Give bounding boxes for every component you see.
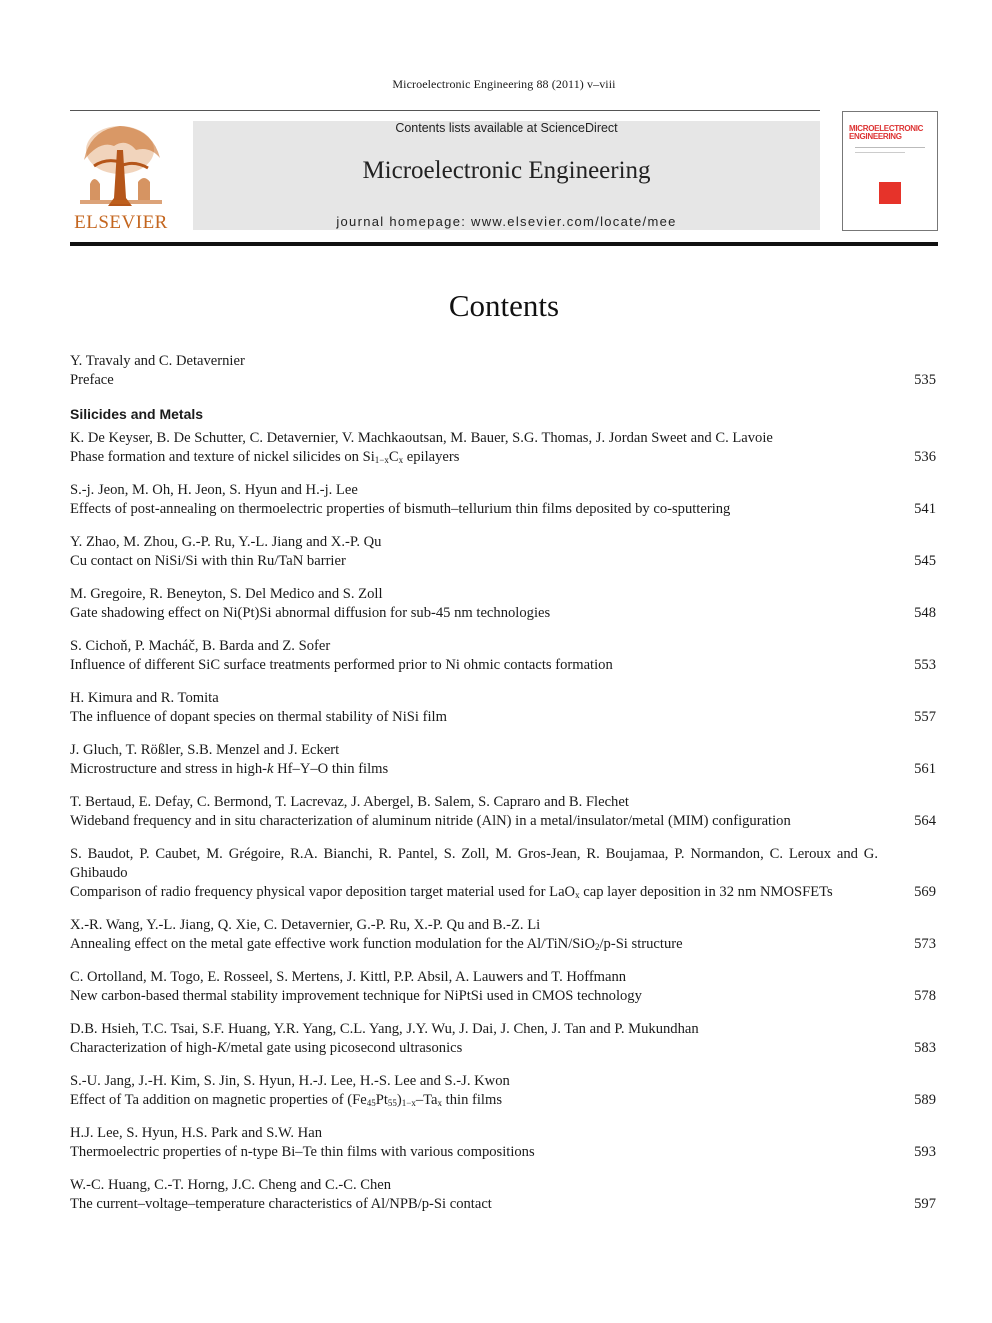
toc-entry[interactable]	[70, 1176, 938, 1214]
cover-graphic	[879, 182, 901, 204]
entry-title[interactable]: Comparison of radio frequency physical vapor deposition target material used for LaO$_x$ cap layer deposition in 32 nm NMOSFETs	[70, 884, 833, 900]
toc-entry[interactable]	[70, 793, 938, 831]
entry-title[interactable]: The influence of dopant species on thermal stability of NiSi film	[70, 709, 447, 725]
entry-authors: Y. Travaly and C. Detavernier	[70, 353, 245, 369]
entry-title[interactable]: Wideband frequency and in situ characterization of aluminum nitride (AlN) in a metal/insulator/metal (MIM) configuration	[70, 813, 791, 829]
cover-line	[855, 147, 925, 148]
entry-page: 557	[914, 709, 936, 725]
entry-page: 553	[914, 657, 936, 673]
entry-authors: C. Ortolland, M. Togo, E. Rosseel, S. Mertens, J. Kittl, P.P. Absil, A. Lauwers and T. Hoffmann	[70, 969, 627, 985]
entry-page: 597	[914, 1196, 936, 1212]
entry-title[interactable]: New carbon-based thermal stability improvement technique for NiPtSi used in CMOS technology	[70, 988, 642, 1004]
section-heading: Silicides and Metals	[70, 406, 204, 422]
toc-entry[interactable]	[70, 1072, 938, 1110]
journal-banner	[193, 121, 820, 230]
journal-title: Microelectronic Engineering	[362, 157, 651, 184]
toc-entry[interactable]	[70, 637, 938, 675]
toc-entry-preface[interactable]	[70, 352, 938, 390]
entry-authors: D.B. Hsieh, T.C. Tsai, S.F. Huang, Y.R. Yang, C.L. Yang, J.Y. Wu, J. Dai, J. Chen, J. Tan and P. Mukundhan	[70, 1021, 699, 1037]
entry-title[interactable]: Gate shadowing effect on Ni(Pt)Si abnormal diffusion for sub-45 nm technologies	[70, 605, 551, 621]
entry-authors: S. Baudot, P. Caubet, M. Grégoire, R.A. Bianchi, R. Pantel, S. Zoll, M. Gros-Jean, R. Boujamaa, P. Normandon, C. Leroux and G. Ghibaudo	[70, 846, 878, 881]
toc-entry[interactable]	[70, 533, 938, 571]
entry-title[interactable]: Thermoelectric properties of n-type Bi–Te thin films with various compositions	[70, 1144, 535, 1160]
contents-availability[interactable]: Contents lists available at ScienceDirect	[395, 121, 618, 135]
entry-authors: S. Cichoň, P. Macháč, B. Barda and Z. Sofer	[70, 638, 331, 654]
toc-entry[interactable]	[70, 968, 938, 1006]
entry-page: 583	[914, 1040, 936, 1056]
elsevier-logo	[70, 120, 172, 232]
entry-title[interactable]: Microstructure and stress in high-k Hf–Y–O thin films	[70, 761, 389, 777]
entry-page: 578	[914, 988, 936, 1004]
tree-icon	[70, 120, 172, 232]
entry-authors: S.-U. Jang, J.-H. Kim, S. Jin, S. Hyun, H.-J. Lee, H.-S. Lee and S.-J. Kwon	[70, 1073, 510, 1089]
toc-entry[interactable]	[70, 1124, 938, 1162]
entry-authors: S.-j. Jeon, M. Oh, H. Jeon, S. Hyun and H.-j. Lee	[70, 482, 358, 498]
journal-homepage[interactable]: journal homepage: www.elsevier.com/locate/mee	[336, 214, 677, 229]
table-of-contents	[70, 352, 938, 1214]
entry-authors: M. Gregoire, R. Beneyton, S. Del Medico and S. Zoll	[70, 586, 383, 602]
entry-title[interactable]: Cu contact on NiSi/Si with thin Ru/TaN barrier	[70, 553, 346, 569]
entry-page: 536	[914, 449, 936, 465]
toc-entry[interactable]	[70, 481, 938, 519]
entry-page: 548	[914, 605, 936, 621]
publisher-wordmark: ELSEVIER	[74, 212, 168, 232]
entry-page: 569	[914, 884, 936, 900]
entry-title[interactable]: Preface	[70, 372, 114, 388]
entry-authors: H. Kimura and R. Tomita	[70, 690, 219, 706]
page-title: Contents	[448, 288, 560, 323]
entry-authors: K. De Keyser, B. De Schutter, C. Detavernier, V. Machkaoutsan, M. Bauer, S.G. Thomas, J. Jordan Sweet and C. Lavoie	[70, 430, 773, 446]
entry-page: 541	[914, 501, 936, 517]
running-head: Microelectronic Engineering 88 (2011) v–viii	[392, 77, 616, 91]
toc-entry[interactable]	[70, 689, 938, 727]
entry-title[interactable]: The current–voltage–temperature characteristics of Al/NPB/p-Si contact	[70, 1196, 492, 1212]
entry-page: 561	[914, 761, 936, 777]
entry-authors: W.-C. Huang, C.-T. Horng, J.C. Cheng and C.-C. Chen	[70, 1177, 392, 1193]
entry-page: 573	[914, 936, 936, 952]
entry-title[interactable]: Characterization of high-K/metal gate using picosecond ultrasonics	[70, 1040, 463, 1056]
entry-title[interactable]: Effects of post-annealing on thermoelectric properties of bismuth–tellurium thin films deposited by co-sputtering	[70, 501, 731, 517]
toc-entry[interactable]	[70, 741, 938, 779]
entry-authors: T. Bertaud, E. Defay, C. Bermond, T. Lacrevaz, J. Abergel, B. Salem, S. Capraro and B. Flechet	[70, 794, 629, 810]
toc-entry[interactable]	[70, 916, 938, 954]
entry-title[interactable]: Annealing effect on the metal gate effective work function modulation for the Al/TiN/SiO$_2$/p-Si structure	[70, 936, 683, 952]
entry-page: 545	[914, 553, 936, 569]
header-rule	[70, 110, 820, 111]
toc-entry[interactable]	[70, 585, 938, 623]
entry-page: 535	[914, 372, 936, 388]
entry-title[interactable]: Phase formation and texture of nickel silicides on $Si_{1-x}C_x$ epilayers	[70, 449, 460, 465]
header-thick-rule	[70, 242, 938, 246]
entry-page: 593	[914, 1144, 936, 1160]
toc-entry[interactable]	[70, 845, 938, 902]
entry-title[interactable]: Influence of different SiC surface treatments performed prior to Ni ohmic contacts formation	[70, 657, 613, 673]
entry-authors: X.-R. Wang, Y.-L. Jiang, Q. Xie, C. Detavernier, G.-P. Ru, X.-P. Qu and B.-Z. Li	[70, 917, 541, 933]
cover-title: MICROELECTRONIC ENGINEERING	[849, 124, 924, 141]
toc-entry[interactable]	[70, 1020, 938, 1058]
entry-page: 564	[914, 813, 936, 829]
entry-authors: H.J. Lee, S. Hyun, H.S. Park and S.W. Han	[70, 1125, 322, 1141]
journal-cover-thumbnail	[842, 111, 938, 231]
entry-authors: J. Gluch, T. Rößler, S.B. Menzel and J. Eckert	[70, 742, 340, 758]
cover-line	[855, 152, 905, 153]
entry-title[interactable]: Effect of Ta addition on magnetic properties of $(Fe_{45}Pt_{55})_{1-x}-Ta_x$ thin films	[70, 1092, 503, 1108]
entry-page: 589	[914, 1092, 936, 1108]
entry-authors: Y. Zhao, M. Zhou, G.-P. Ru, Y.-L. Jiang and X.-P. Qu	[70, 534, 382, 550]
toc-entry[interactable]	[70, 429, 938, 467]
